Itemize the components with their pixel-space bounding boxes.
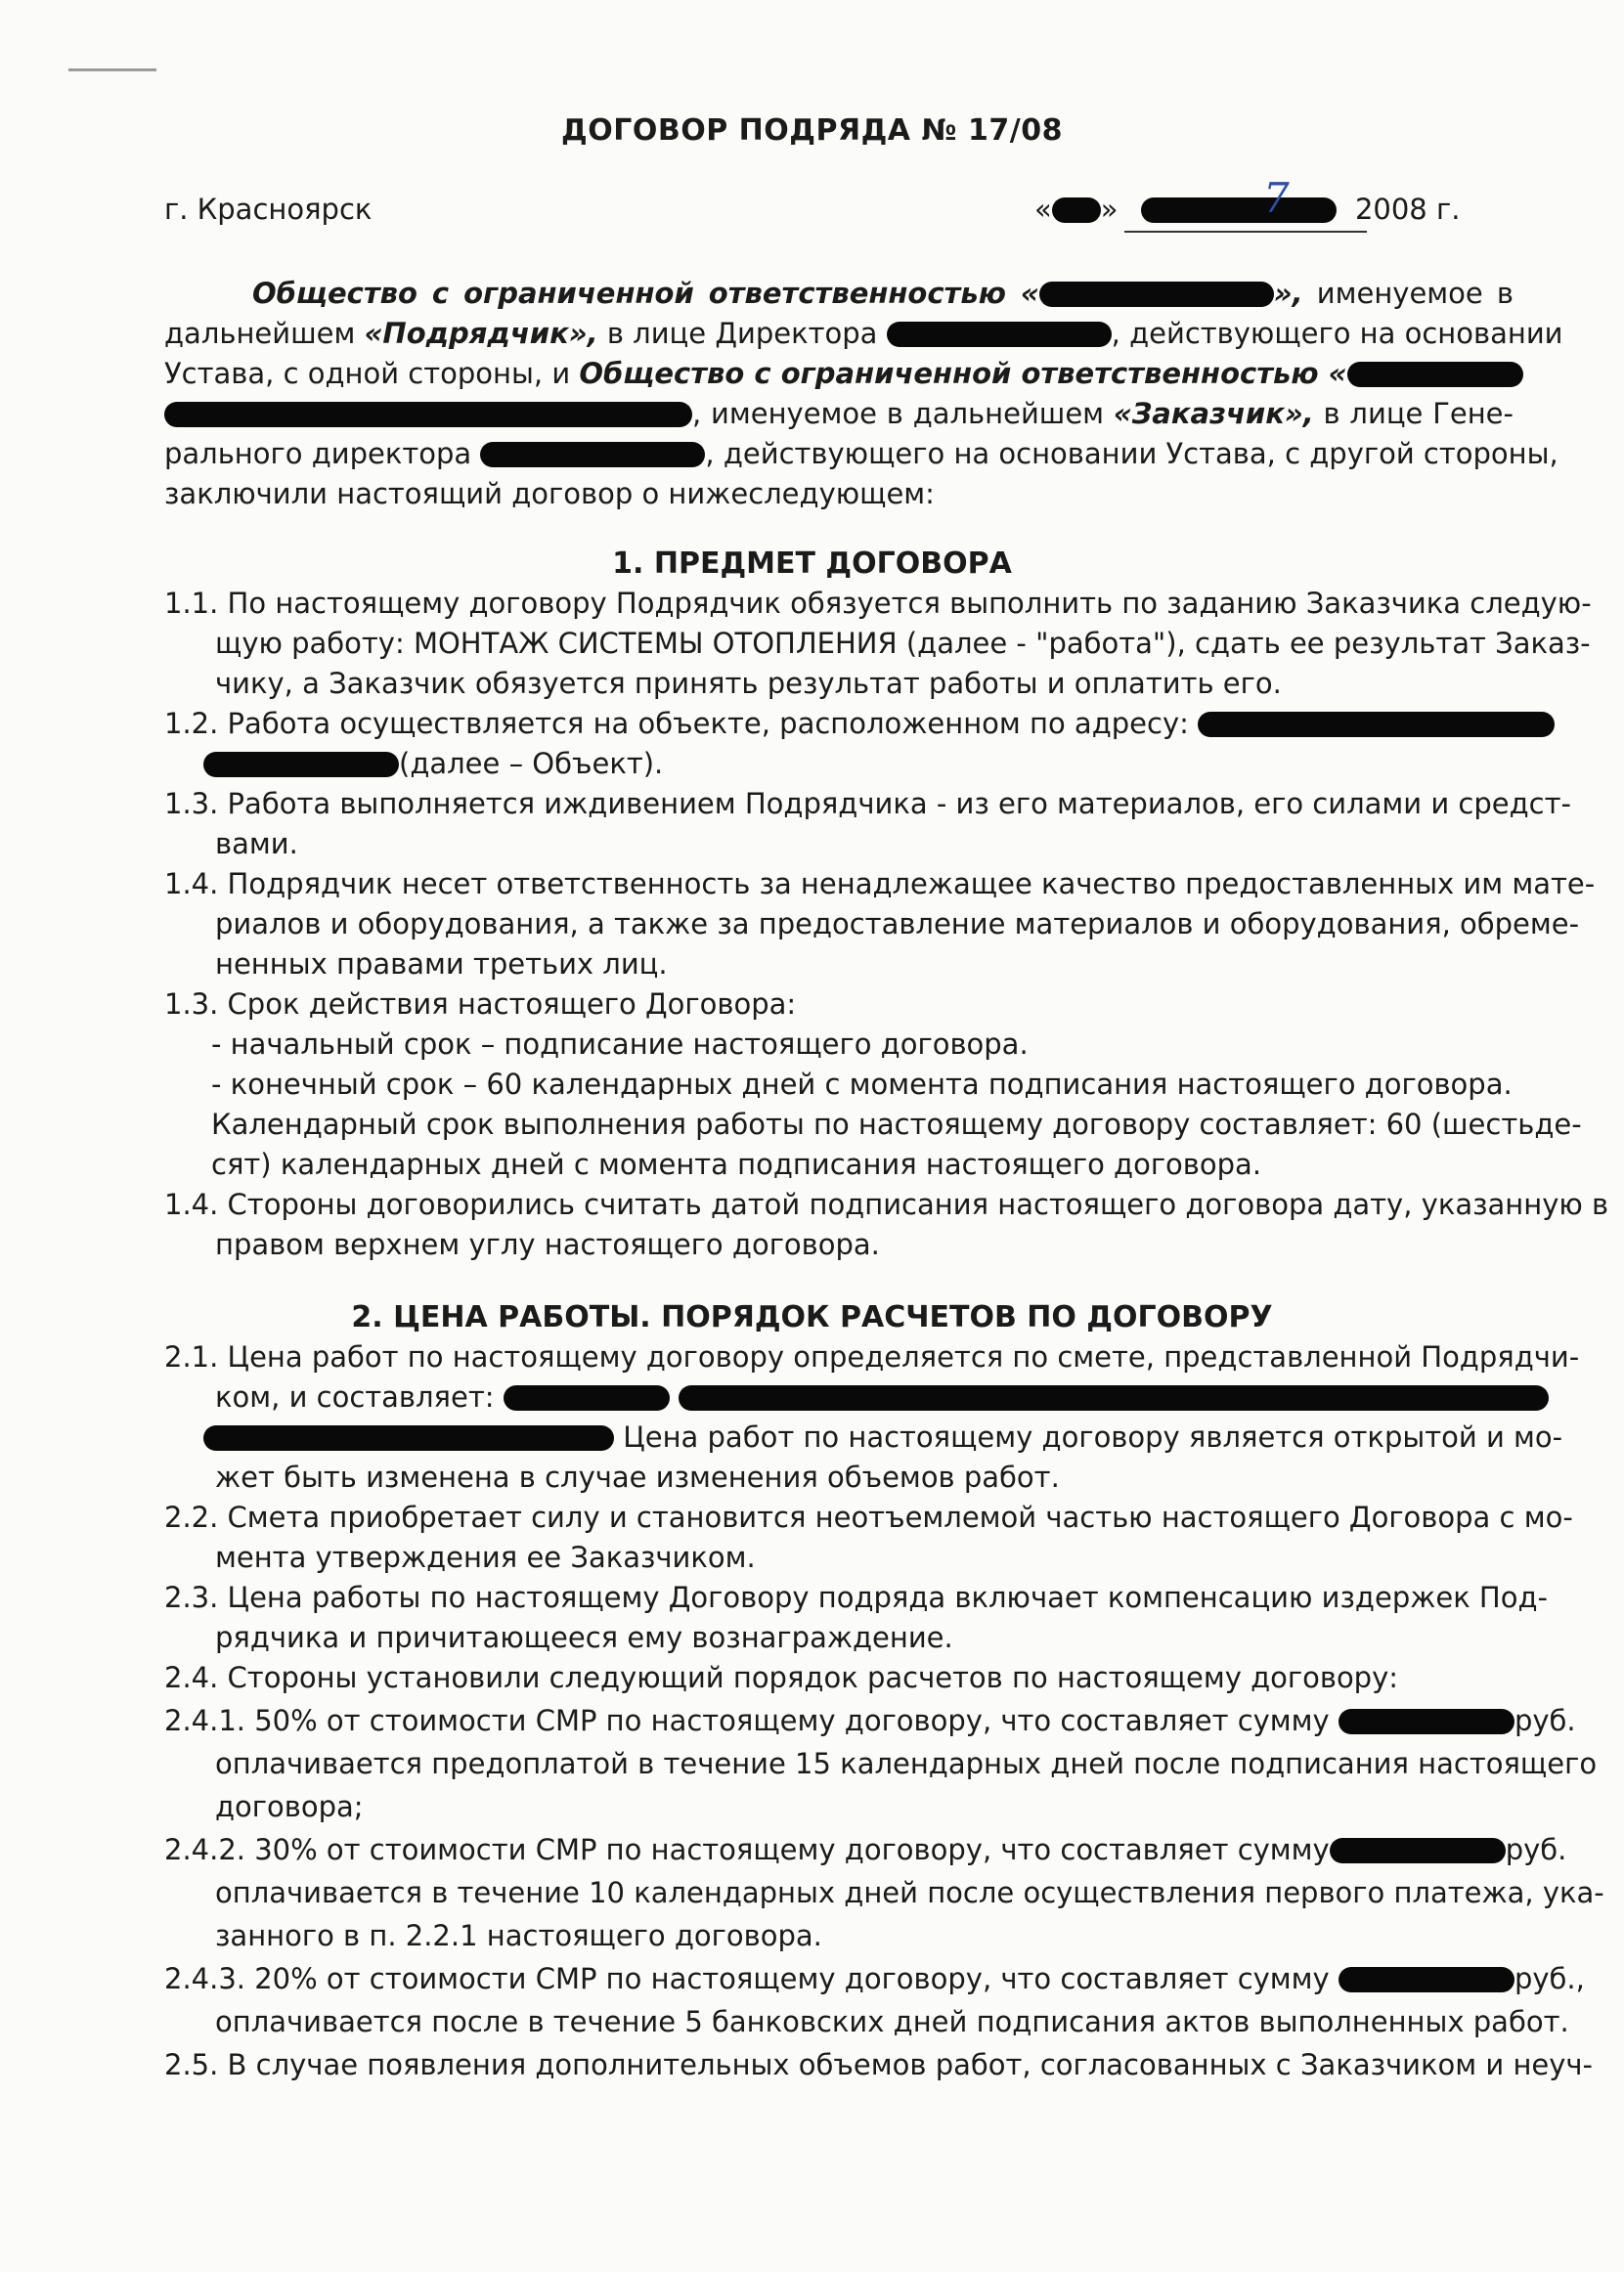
- redaction: [504, 1385, 670, 1411]
- redaction: [1339, 1709, 1514, 1734]
- preamble-line-2: дальнейшем «Подрядчик», в лице Директора , действующего на основании: [164, 317, 1563, 350]
- clause-2-4: 2.4. Стороны установили следующий порядок расчетов по настоящему договору:: [164, 1661, 1399, 1694]
- redaction: [1052, 197, 1101, 223]
- contract-title: ДОГОВОР ПОДРЯДА № 17/08: [561, 113, 1063, 148]
- date-underline: [1124, 231, 1367, 233]
- clause-2-4-1: 2.4.1. 50% от стоимости СМР по настоящему договору, что составляет сумму руб.: [164, 1704, 1576, 1737]
- preamble-line-1: Общество с ограниченной ответственностью « », именуемое в: [252, 277, 1514, 310]
- clause-2-3: 2.3. Цена работы по настоящему Договору подряда включает компенсацию издержек Под-: [164, 1581, 1548, 1614]
- handwritten-mark: 7: [1263, 174, 1290, 222]
- clause-2-1: 2.1. Цена работ по настоящему договору определяется по смете, представленной Подрядчи-: [164, 1340, 1580, 1374]
- clause-2-4-3: 2.4.3. 20% от стоимости СМР по настоящему договору, что составляет сумму руб.,: [164, 1962, 1585, 1995]
- clause-1-3: 1.3. Работа выполняется иждивением Подрядчика - из его материалов, его силами и средст-: [164, 787, 1571, 820]
- clause-2-5: 2.5. В случае появления дополнительных объемов работ, согласованных с Заказчиком и неуч-: [164, 2048, 1594, 2081]
- date-year: 2008 г.: [1354, 193, 1461, 226]
- redaction: [203, 752, 399, 777]
- clause-2-2: 2.2. Смета приобретает силу и становится неотъемлемой частью настоящего Договора с мо-: [164, 1501, 1573, 1534]
- preamble-line-3: Устава, с одной стороны, и Общество с ограниченной ответственностью «: [164, 354, 1514, 394]
- redaction: [1198, 712, 1555, 737]
- preamble-line-6: заключили настоящий договор о нижеследующем:: [164, 477, 935, 510]
- redaction: [203, 1425, 614, 1451]
- redaction: [679, 1385, 1549, 1411]
- redaction: [1347, 362, 1523, 387]
- city: г. Красноярск: [164, 193, 373, 226]
- clause-1-1: 1.1. По настоящему договору Подрядчик обязуется выполнить по заданию Заказчика следую-: [164, 587, 1592, 620]
- redaction: [1330, 1838, 1506, 1863]
- document-page: ДОГОВОР ПОДРЯДА № 17/08 г. Красноярск « » 2008 г. 7 Общество с ограниченной ответственностью « », именуемое в дальнейшем «Подрядчик», в лице Директора , действующего на основании Устава, с одной стороны, и Общество с ограниченной ответственностью « , именуемое в дальнейшем «Заказчик», в лице Гене- рального директора , действующего на основании Устава, с другой стороны, заключили настоящий договор о нижеследующем: 1. ПРЕДМЕТ ДОГОВОРА 1.1. По настоящему договору Подрядчик обязуется выполнить по заданию Заказчика следую- щую работу: МОНТАЖ СИСТЕМЫ ОТОПЛЕНИЯ (далее - "работа"), сдать ее результат Заказ- чику, а Заказчик обязуется принять результат работы и оплатить его. 1.2. Работа осуществляется на объекте, расположенном по адресу: (далее – Объект). 1.3. Работа выполняется иждивением Подрядчика - из его материалов, его силами и средст- вами. 1.4. Подрядчик несет ответственность за ненадлежащее качество предоставленных им мате- риалов и оборудования, а также за предоставление материалов и оборудования, обреме- ненных правами третьих лиц. 1.3. Срок действия настоящего Договора: - начальный срок – подписание настоящего договора. - конечный срок – 60 календарных дней с момента подписания настоящего договора. Календарный срок выполнения работы по настоящему договору составляет: 60 (шестьде- сят) календарных дней с момента подписания настоящего договора. 1.4. Стороны договорились считать датой подписания настоящего договора дату, указанную в правом верхнем углу настоящего договора. 2. ЦЕНА РАБОТЫ. ПОРЯДОК РАСЧЕТОВ ПО ДОГОВОРУ 2.1. Цена работ по настоящему договору определяется по смете, представленной Подрядчи- ком, и составляет: Цена работ по настоящему договору является открытой и мо- жет быть изменена в случае изменения объемов работ. 2.2. Смета приобретает силу и становится неотъемлемой частью настоящего Договора с мо- мента утверждения ее Заказчиком. 2.3. Цена работы по настоящему Договору подряда включает компенсацию издержек Под- рядчика и причитающееся ему вознаграждение. 2.4. Стороны установили следующий порядок расчетов по настоящему договору: 2.4.1. 50% от стоимости СМР по настоящему договору, что составляет сумму руб. оплачивается предоплатой в течение 15 календарных дней после подписания настоящего договора; 2.4.2. 30% от стоимости СМР по настоящему договору, что составляет сумму руб. оплачивается в течение 10 календарных дней после осуществления первого платежа, ука- занного в п. 2.2.1 настоящего договора. 2.4.3. 20% от стоимости СМР по настоящему договору, что составляет сумму руб., оплачивается после в течение 5 банковских дней подписания актов выполненных работ. 2.5. В случае появления дополнительных объемов работ, согласованных с Заказчиком и неуч-: [0, 0, 1624, 2272]
- clause-signing-date: 1.4. Стороны договорились считать датой подписания настоящего договора дату, указанную в: [164, 1188, 1609, 1221]
- preamble-line-5: рального директора , действующего на основании Устава, с другой стороны,: [164, 437, 1558, 470]
- clause-term: 1.3. Срок действия настоящего Договора:: [164, 987, 797, 1021]
- section-1-heading: 1. ПРЕДМЕТ ДОГОВОРА: [612, 546, 1012, 581]
- redaction: [480, 442, 705, 467]
- clause-2-4-2: 2.4.2. 30% от стоимости СМР по настоящему договору, что составляет сумму руб.: [164, 1833, 1567, 1866]
- date-field: « » 2008 г.: [1034, 193, 1461, 226]
- redaction: [887, 322, 1112, 347]
- redaction: [164, 402, 692, 427]
- redaction: [1339, 1967, 1514, 1992]
- clause-1-4: 1.4. Подрядчик несет ответственность за ненадлежащее качество предоставленных им мате-: [164, 867, 1596, 900]
- preamble-line-4: , именуемое в дальнейшем «Заказчик», в лице Гене-: [164, 394, 1514, 434]
- redaction: [1039, 282, 1274, 307]
- redaction: [1141, 197, 1337, 223]
- clause-1-2: 1.2. Работа осуществляется на объекте, расположенном по адресу:: [164, 704, 1514, 744]
- section-2-heading: 2. ЦЕНА РАБОТЫ. ПОРЯДОК РАСЧЕТОВ ПО ДОГОВОРУ: [351, 1300, 1273, 1334]
- scan-edge-mark: [68, 68, 156, 71]
